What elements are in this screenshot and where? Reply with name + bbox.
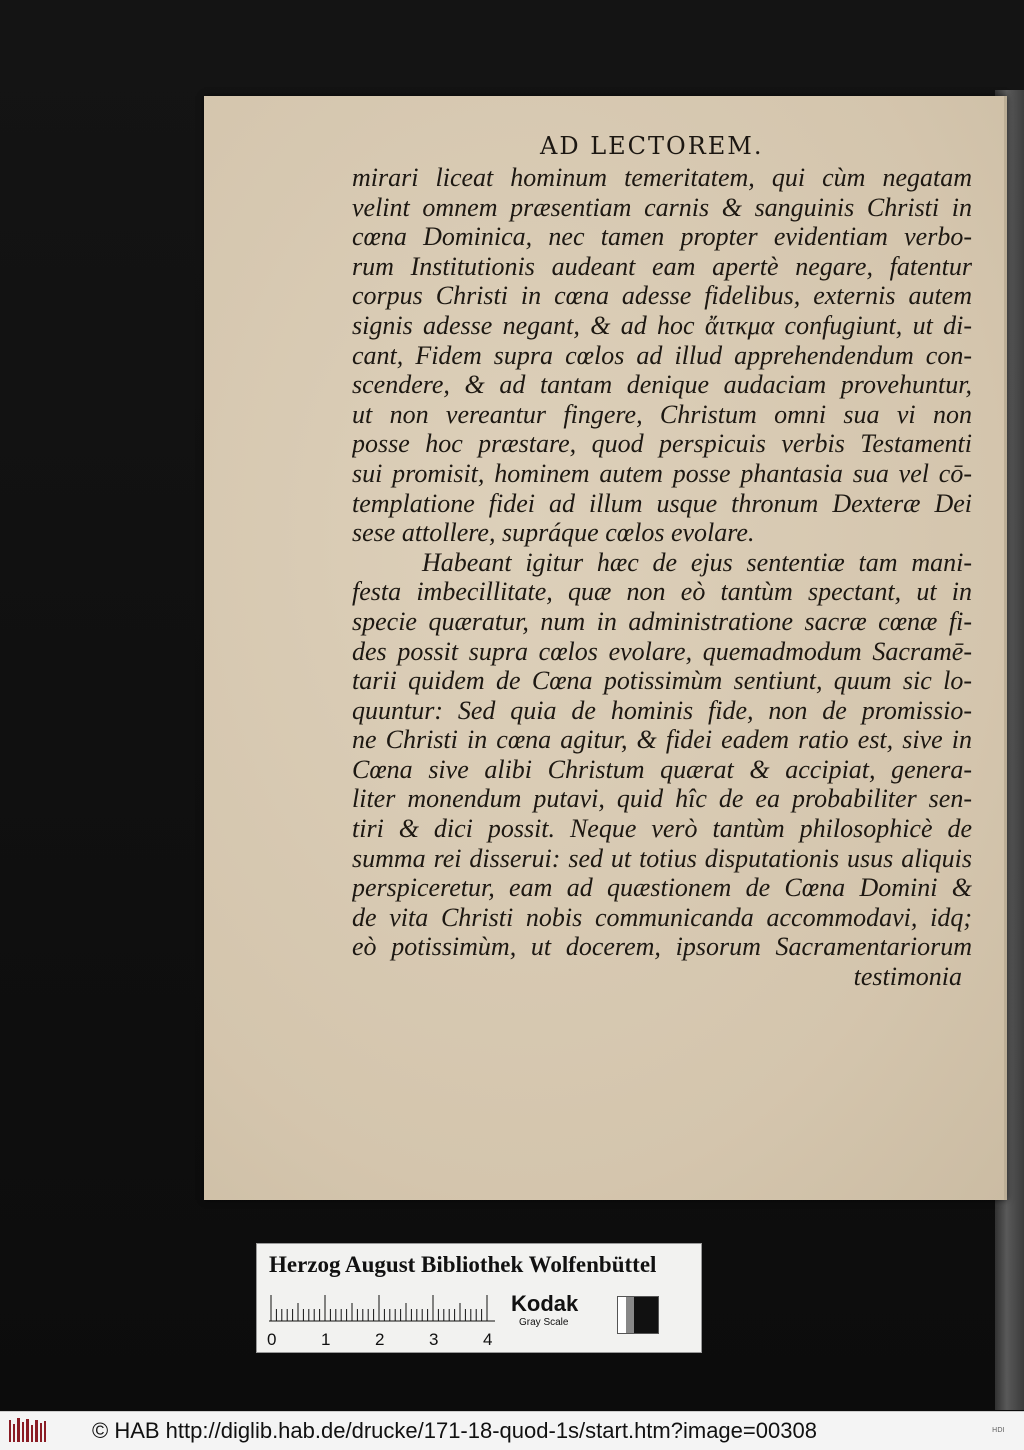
- hab-logo-icon: [8, 1416, 48, 1446]
- gray-scale-label: Gray Scale: [519, 1317, 569, 1328]
- text-line: corpus Christi in cœna adesse fidelibus, externis autem: [352, 281, 972, 311]
- text-line: tarii quidem de Cœna potissimùm sentiunt, quum sic lo-: [352, 666, 972, 696]
- ruler-number: 3: [429, 1330, 439, 1349]
- text-line: sui promisit, hominem autem posse phantasia sua vel cō-: [352, 458, 972, 488]
- text-line: specie quæratur, num in administratione sacræ cœnæ fi-: [352, 606, 972, 636]
- text-line: eò potissimùm, ut docerem, ipsorum Sacramentariorum: [352, 932, 972, 962]
- text-line: signis adesse negant, & ad hoc ἄιτκμα confugiunt, ut di-: [352, 310, 972, 340]
- text-line: sese attollere, supráque cœlos evolare.: [352, 518, 755, 548]
- text-line: ne Christi in cœna agitur, & fidei eadem ratio est, sive in: [352, 725, 972, 755]
- ruler-number: 4: [483, 1330, 493, 1349]
- gray-patch-icon: [617, 1296, 659, 1334]
- text-line: ut non vereantur fingere, Christum omni sua vi non: [352, 399, 972, 429]
- text-line: posse hoc præstare, quod perspicuis verbis Testamenti: [352, 429, 972, 459]
- small-mark: HDI: [992, 1426, 1005, 1434]
- text-line: scendere, & ad tantam denique audaciam provehuntur,: [352, 370, 972, 400]
- text-line: tiri & dici possit. Neque verò tantùm philosophicè de: [352, 814, 972, 844]
- color-scale-card: [256, 1243, 702, 1353]
- text-line: templatione fidei ad illum usque thronum Dexteræ Dei: [352, 488, 972, 518]
- copyright-url[interactable]: © HAB http://diglib.hab.de/drucke/171-18-quod-1s/start.htm?image=00308: [92, 1418, 817, 1443]
- text-line: festa imbecillitate, quæ non eò tantùm spectant, ut in: [352, 577, 972, 607]
- text-line: liter monendum putavi, quid hîc de ea probabiliter sen-: [352, 784, 972, 814]
- text-line: cant, Fidem supra cœlos ad illud apprehendendum con-: [352, 340, 972, 370]
- text-line: summa rei disserui: sed ut totius disputationis usus aliquis: [352, 843, 972, 873]
- text-line: rum Institutionis audeant eam apertè negare, fatentur: [352, 251, 972, 281]
- ruler-icon: [269, 1294, 495, 1322]
- running-head: AD LECTOREM.: [540, 132, 764, 160]
- ruler-number: 2: [375, 1330, 385, 1349]
- text-line: Cœna sive alibi Christum quærat & accipiat, genera-: [352, 754, 972, 784]
- text-line: quuntur: Sed quia de hominis fide, non de promissio-: [352, 695, 972, 725]
- text-line: velint omnem præsentiam carnis & sanguinis Christi in: [352, 192, 972, 222]
- text-line: cœna Dominica, nec tamen propter evidentiam verbo-: [352, 222, 972, 252]
- footer-bar: [0, 1411, 1024, 1450]
- text-line: Habeant igitur hæc de ejus sententiæ tam mani-: [422, 547, 972, 577]
- text-line: des possit supra cœlos evolare, quemadmodum Sacramē-: [352, 636, 972, 666]
- library-name: Herzog August Bibliothek Wolfenbüttel: [269, 1252, 657, 1277]
- text-line: de vita Christi nobis communicanda accommodavi, idq;: [352, 902, 972, 932]
- text-line: perspiceretur, eam ad quæstionem de Cœna Domini &: [352, 873, 972, 903]
- catchword: testimonia: [853, 962, 962, 992]
- ruler-number: 0: [267, 1330, 277, 1349]
- text-line: mirari liceat hominum temeritatem, qui cùm negatam: [352, 163, 972, 192]
- kodak-brand: Kodak: [511, 1291, 579, 1316]
- ruler-number: 1: [321, 1330, 331, 1349]
- body-text: [352, 163, 972, 992]
